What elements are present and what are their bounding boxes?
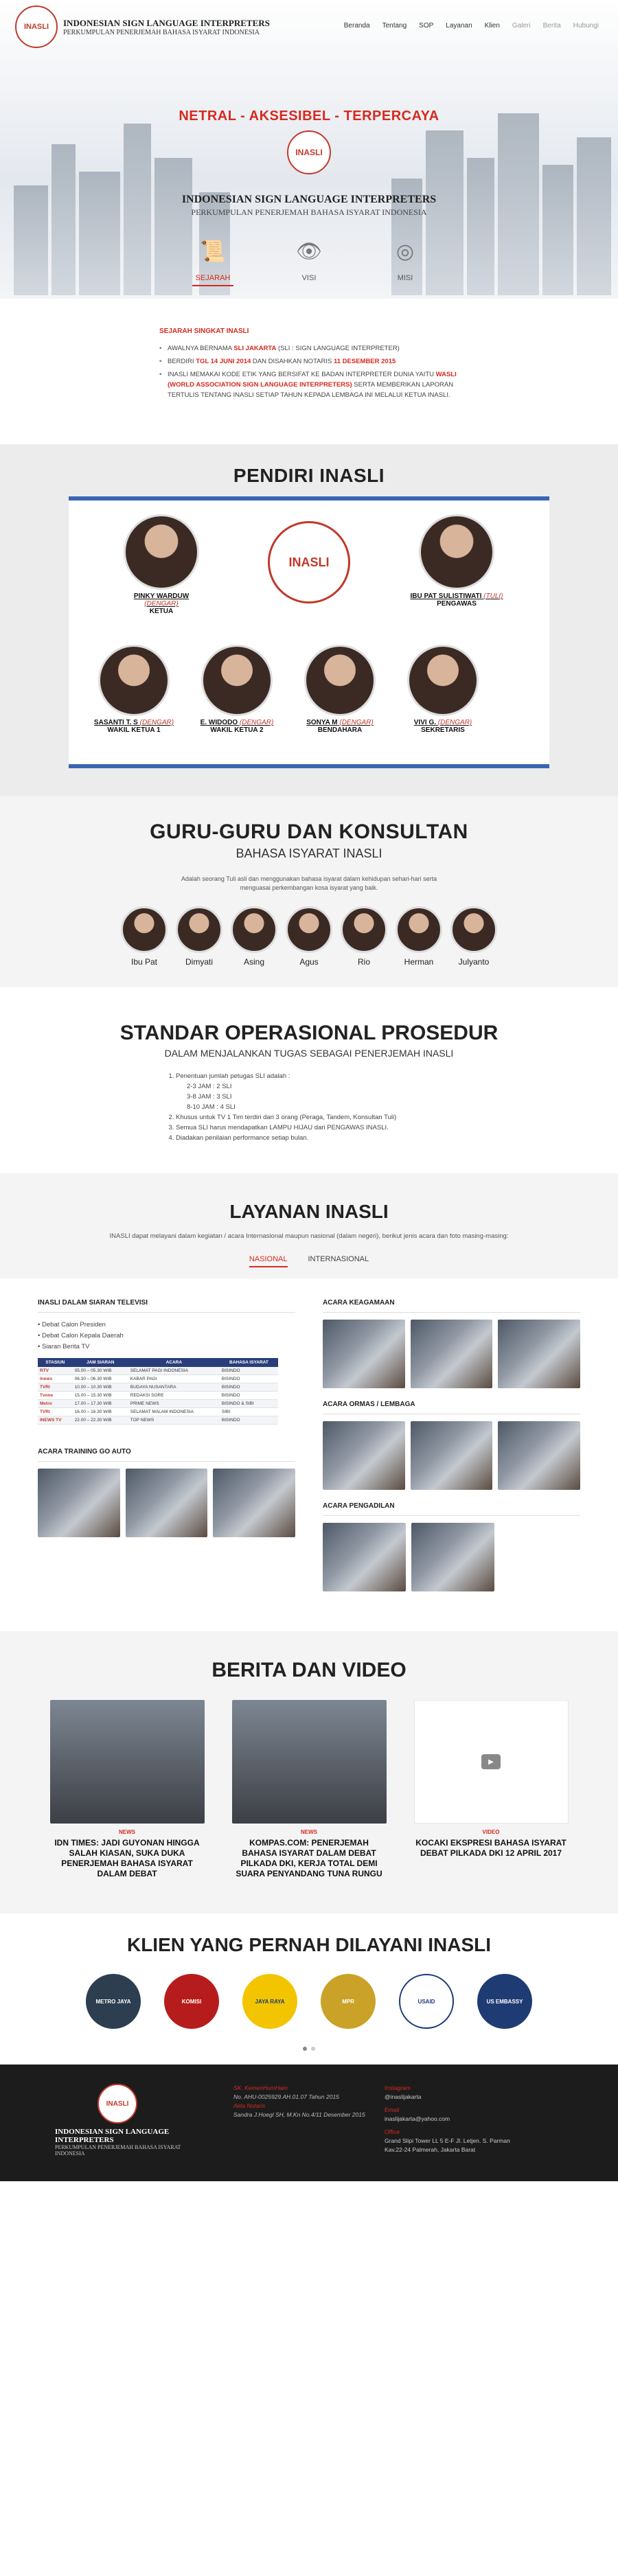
tv-heading: INASLI DALAM SIARAN TELEVISI: [38, 1299, 148, 1307]
footer-title: INDONESIAN SIGN LANGUAGE INTERPRETERS: [55, 2128, 170, 2144]
pendiri-section: [0, 444, 618, 796]
klien-heading: KLIEN YANG PERNAH DILAYANI INASLI: [126, 1934, 492, 1955]
kpu-logo: KOMISI: [164, 1974, 219, 2029]
sk-label: SK. KemenHumHam: [233, 2084, 288, 2091]
guru-card: Dimyati: [174, 906, 224, 967]
training-photo[interactable]: [213, 1469, 295, 1537]
guru-avatar: [231, 906, 277, 953]
hero-subtitle: PERKUMPULAN PENERJEMAH BAHASA ISYARAT INDONESIA: [191, 207, 427, 217]
akta-label: Akta Notaris: [233, 2102, 266, 2109]
eye-icon: 👁: [295, 240, 323, 263]
tab-internasional[interactable]: INTERNASIONAL: [308, 1255, 369, 1263]
nav-sop[interactable]: SOP: [419, 22, 434, 30]
training-photo[interactable]: [38, 1469, 120, 1537]
founder-avatar: [407, 645, 479, 716]
keagamaan-heading: ACARA KEAGAMAAN: [323, 1299, 395, 1307]
nav-layanan[interactable]: Layanan: [446, 22, 472, 30]
news-tag: VIDEO: [482, 1829, 500, 1835]
guru-avatar: [286, 906, 332, 953]
target-icon: ◎: [396, 240, 415, 263]
guru-card: Asing: [229, 906, 279, 967]
nav-tentang[interactable]: Tentang: [382, 22, 407, 30]
nav-galeri[interactable]: Galeri: [512, 22, 531, 30]
founder-avatar: [98, 645, 170, 716]
founder-card: SASANTI T. S (DENGAR) WAKIL KETUA 1: [89, 645, 179, 734]
instagram-link[interactable]: @inaslijakarta: [385, 2093, 422, 2100]
guru-card: Rio: [339, 906, 389, 967]
founder-card: SONYA M (DENGAR) BENDAHARA: [295, 645, 385, 734]
brand-subtitle: PERKUMPULAN PENERJEMAH BAHASA ISYARAT INDONESIA: [63, 28, 260, 36]
guru-avatar: [176, 906, 222, 953]
sop-heading: STANDAR OPERASIONAL PROSEDUR: [119, 1022, 499, 1044]
klien-section: [0, 1913, 618, 2065]
tv-schedule-table: STASIUN JAM SIARAN ACARA BAHASA ISYARAT RTV 05.00 – 05.30 WIB SELAMAT PAGI INDONESIA BISINDO Inews 06.30 – 06.30 WIB KABAR PAGI BISINDO TVRI 10.00 – 10.30 WIB BUDAYA NUSANTARA BISINDO Tvone 15.00 – 15.30 WIB REDAKSI SORE BISINDO Metro 17.00 – 17.30 WIB PRIME NEWS BISINDO & SIBI TVRI 16.00 – 16.30 WIB SELAMAT MALAM INDONESIA SIBI INEWS TV 22.00 – 22.30 WIB TOP NEWS BISINDO: [38, 1358, 278, 1425]
news-card[interactable]: [50, 1700, 205, 1879]
keagamaan-photo[interactable]: [411, 1320, 493, 1388]
table-row: TVRI 16.00 – 16.30 WIB SELAMAT MALAM INDONESIA SIBI: [38, 1408, 278, 1416]
main-nav: [344, 22, 599, 30]
table-row: Tvone 15.00 – 15.30 WIB REDAKSI SORE BISINDO: [38, 1392, 278, 1400]
sk-value: No. AHU-0025929.AH.01.07 Tahun 2015: [233, 2093, 339, 2100]
berita-section: [0, 1631, 618, 1913]
layanan-section: [0, 1173, 618, 1278]
hero-tagline: NETRAL - AKSESIBEL - TERPERCAYA: [179, 108, 439, 124]
footer-logo-icon: INASLI: [98, 2084, 137, 2124]
sejarah-item: • BERDIRI TGL 14 JUNI 2014 DAN DISAHKAN NOTARIS 11 DESEMBER 2015: [159, 356, 482, 367]
news-title[interactable]: IDN TIMES: JADI GUYONAN HINGGA SALAH KIASAN, SUKA DUKA PENERJEMAH BAHASA ISYARAT DALAM DEBAT: [54, 1838, 200, 1878]
tab-visi-label: VISI: [301, 274, 317, 282]
table-row: Inews 06.30 – 06.30 WIB KABAR PAGI BISINDO: [38, 1375, 278, 1383]
jakarta-logo: JAYA RAYA: [242, 1974, 297, 2029]
guru-description: Adalah seorang Tuli asli dan menggunakan bahasa isyarat dalam kehidupan sehari-hari serta menguasai perkembangan kosa isyarat yang baik.: [181, 875, 437, 891]
nav-hubungi[interactable]: Hubungi: [573, 22, 599, 30]
scroll-icon: 📜: [200, 240, 226, 263]
pengadilan-heading: ACARA PENGADILAN: [323, 1502, 395, 1510]
us-embassy-logo: US EMBASSY: [477, 1974, 532, 2029]
video-card[interactable]: [414, 1700, 569, 1879]
table-row: Metro 17.00 – 17.30 WIB PRIME NEWS BISINDO & SIBI: [38, 1400, 278, 1408]
guru-avatar: [121, 906, 168, 953]
play-icon[interactable]: ▶: [481, 1754, 501, 1769]
layanan-description: INASLI dapat melayani dalam kegiatan / acara Internasional maupun nasional (dalam negeri), berikut jenis acara dan foto masing-masing:: [109, 1232, 509, 1240]
tab-nasional[interactable]: NASIONAL: [249, 1255, 288, 1267]
sejarah-item: • INASLI MEMAKAI KODE ETIK YANG BERSIFAT KE BADAN INTERPRETER DUNIA YAITU WASLI (WORLD ASSOCIATION SIGN LANGUAGE INTERPRETERS) SERTA MEMBERIKAN LAPORAN TERTULIS TENTANG INASLI SETIAP TAHUN KEPADA LEMBAGA INI MELALUI KETUA INASLI.: [159, 369, 482, 400]
keagamaan-photo[interactable]: [498, 1320, 580, 1388]
training-heading: ACARA TRAINING GO AUTO: [38, 1448, 131, 1456]
carousel-dots: [0, 2047, 618, 2051]
sejarah-item: • AWALNYA BERNAMA SLI JAKARTA (SLI : SIGN LANGUAGE INTERPRETER): [159, 343, 482, 354]
tab-misi-label: MISI: [397, 274, 413, 282]
news-tag: NEWS: [119, 1829, 135, 1835]
footer-subtitle: PERKUMPULAN PENERJEMAH BAHASA ISYARAT INDONESIA: [55, 2144, 181, 2157]
news-card[interactable]: [232, 1700, 387, 1879]
ormas-photo[interactable]: [411, 1421, 493, 1490]
founder-avatar: [304, 645, 376, 716]
mpr-logo: MPR: [321, 1974, 376, 2029]
news-title[interactable]: KOMPAS.COM: PENERJEMAH BAHASA ISYARAT DALAM DEBAT PILKADA DKI, KERJA TOTAL DEMI SUARA PENYANDANG TUNA RUNGU: [236, 1838, 382, 1878]
site-logo[interactable]: [15, 5, 270, 48]
table-row: TVRI 10.00 – 10.30 WIB BUDAYA NUSANTARA BISINDO: [38, 1383, 278, 1392]
news-thumbnail[interactable]: [50, 1700, 205, 1824]
guru-avatar: [450, 906, 497, 953]
founder-card: VIVI G. (DENGAR) SEKRETARIS: [398, 645, 488, 734]
table-row: RTV 05.00 – 05.30 WIB SELAMAT PAGI INDONESIA BISINDO: [38, 1367, 278, 1375]
guru-subheading: BAHASA ISYARAT INASLI: [236, 847, 382, 860]
news-title[interactable]: KOCAKI EKSPRESI BAHASA ISYARAT DEBAT PILKADA DKI 12 APRIL 2017: [415, 1838, 566, 1858]
keagamaan-photo[interactable]: [323, 1320, 405, 1388]
guru-card: Ibu Pat: [119, 906, 169, 967]
akta-value: Sandra J.Hoegl SH, M.Kn No.4/11 Desember 2015: [233, 2111, 365, 2118]
guru-avatar: [341, 906, 387, 953]
ormas-photo[interactable]: [498, 1421, 580, 1490]
table-row: INEWS TV 22.00 – 22.30 WIB TOP NEWS BISINDO: [38, 1416, 278, 1425]
inasli-logo-icon: INASLI: [15, 5, 58, 48]
nav-klien[interactable]: Klien: [484, 22, 500, 30]
ormas-photo[interactable]: [323, 1421, 405, 1490]
news-thumbnail[interactable]: [232, 1700, 387, 1824]
guru-section: [0, 796, 618, 987]
guru-card: Agus: [284, 906, 334, 967]
pengadilan-photo[interactable]: [411, 1523, 494, 1591]
guru-avatar: [396, 906, 442, 953]
email-label: Email: [385, 2106, 400, 2113]
tab-sejarah[interactable]: [185, 233, 240, 286]
usaid-logo: USAID: [399, 1974, 454, 2029]
footer: [0, 2065, 618, 2181]
brand-title: INDONESIAN SIGN LANGUAGE INTERPRETERS: [63, 17, 270, 28]
pendiri-heading: PENDIRI INASLI: [233, 465, 385, 486]
founder-avatar: [201, 645, 273, 716]
guru-heading: GURU-GURU DAN KONSULTAN: [150, 820, 468, 843]
carousel-dot[interactable]: [303, 2047, 307, 2051]
founder-card: PINKY WARDUW (DENGAR) KETUA: [117, 514, 206, 615]
video-thumbnail[interactable]: [414, 1700, 569, 1824]
tab-misi[interactable]: [378, 233, 433, 286]
founder-card: IBU PAT SULISTIWATI (TULI) PENGAWAS: [405, 514, 508, 608]
sejarah-section: [0, 300, 618, 444]
nav-beranda[interactable]: Beranda: [343, 22, 370, 30]
tab-sejarah-label: SEJARAH: [195, 274, 231, 282]
sop-subheading: DALAM MENJALANKAN TUGAS SEBAGAI PENERJEMAH INASLI: [164, 1048, 454, 1059]
ormas-heading: ACARA ORMAS / LEMBAGA: [323, 1401, 415, 1408]
founder-card: E. WIDODO (DENGAR) WAKIL KETUA 2: [192, 645, 282, 734]
sop-list: 1. Penentuan jumlah petugas SLI adalah : 2-3 JAM : 2 SLI 3-8 JAM : 3 SLI 8-10 JAM : 4 SLI 2. Khusus untuk TV 1 Tim terdiri dari 3 orang (Peraga, Tandem, Konsultan Tuli) 3. Semua SLI harus mendapatkan LAMPU HIJAU dari PENGAWAS INASLI. 4. Diadakan penilaian performance setiap bulan.: [165, 1071, 453, 1143]
layanan-content: [38, 1278, 580, 1631]
instagram-label: Instagram: [385, 2084, 411, 2091]
tv-bullets: • Debat Calon Presiden • Debat Calon Kepala Daerah • Siaran Berita TV: [38, 1320, 295, 1353]
founder-avatar: [419, 514, 494, 590]
layanan-tabs: [0, 1255, 618, 1267]
hero-logo-icon: INASLI: [287, 130, 331, 174]
tab-visi[interactable]: [282, 233, 336, 286]
sop-section: [0, 987, 618, 1173]
inasli-big-logo: INASLI: [268, 521, 350, 603]
founder-avatar: [124, 514, 199, 590]
sejarah-heading: SEJARAH SINGKAT INASLI: [159, 327, 249, 335]
guru-card: Herman: [394, 906, 444, 967]
pengadilan-photo[interactable]: [323, 1523, 406, 1591]
office-label: Office: [385, 2128, 400, 2135]
about-tabs: [0, 216, 618, 300]
news-tag: NEWS: [301, 1829, 317, 1835]
berita-heading: BERITA DAN VIDEO: [211, 1659, 407, 1681]
guru-card: Julyanto: [449, 906, 499, 967]
email-link[interactable]: inaslijakarta@yahoo.com: [385, 2115, 450, 2122]
nav-berita[interactable]: Berita: [542, 22, 561, 30]
layanan-heading: LAYANAN INASLI: [229, 1201, 389, 1222]
hero-title: INDONESIAN SIGN LANGUAGE INTERPRETERS: [181, 194, 437, 205]
carousel-dot[interactable]: [311, 2047, 315, 2051]
metro-jaya-logo: METRO JAYA: [86, 1974, 141, 2029]
pendiri-chart: [69, 496, 549, 768]
office-address: Grand Slipi Tower LL 5 E-F Jl. Letjen. S. Parman Kav.22-24 Palmerah, Jakarta Barat: [385, 2137, 510, 2153]
training-photo[interactable]: [126, 1469, 208, 1537]
